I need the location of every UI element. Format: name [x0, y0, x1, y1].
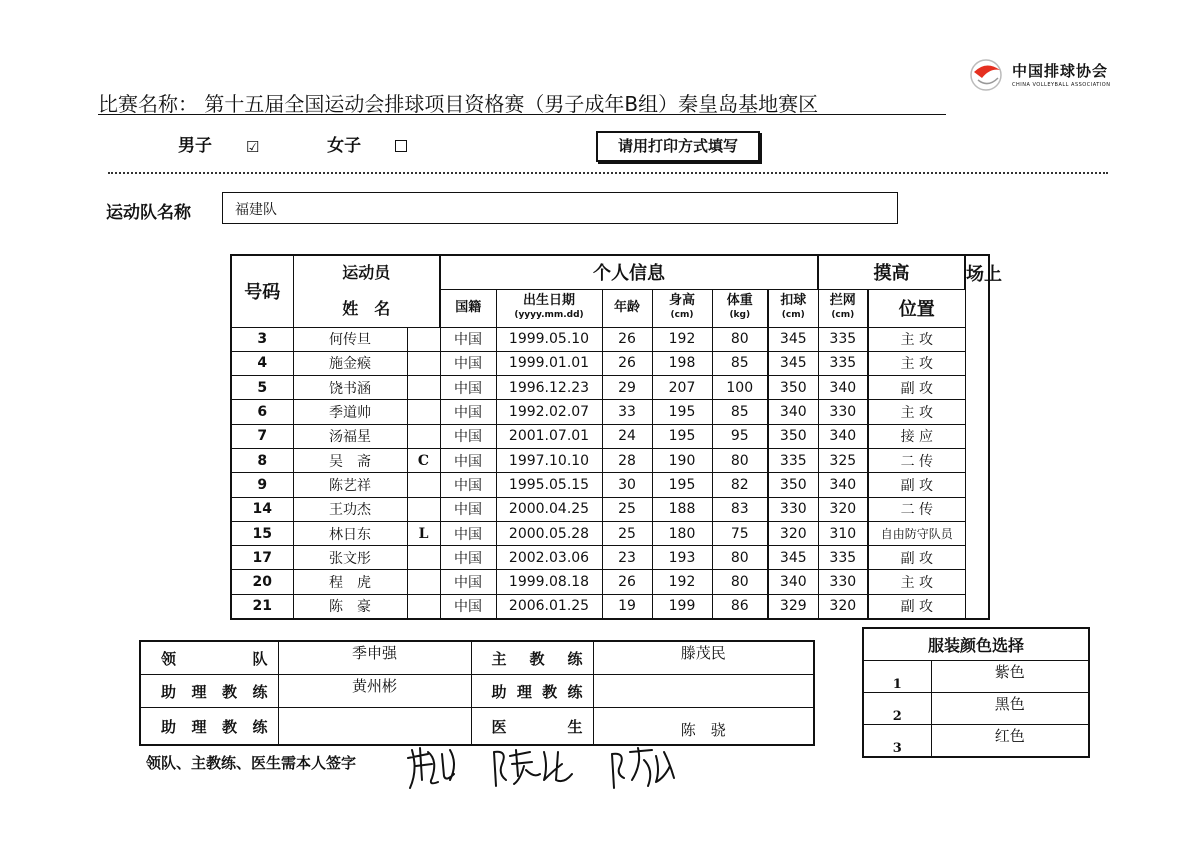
uniform-index: 3 [863, 725, 931, 758]
player-number[interactable]: 7 [231, 424, 293, 448]
player-age[interactable]: 29 [602, 376, 652, 400]
player-age[interactable]: 33 [602, 400, 652, 424]
player-name[interactable]: 吴 斋 [293, 448, 407, 472]
player-height[interactable]: 195 [652, 424, 712, 448]
logo-emblem-icon [968, 58, 1004, 92]
table-row [231, 546, 989, 570]
player-weight[interactable]: 83 [712, 497, 768, 521]
player-block-reach[interactable]: 320 [818, 497, 868, 521]
asst-coach-right-value[interactable] [593, 675, 814, 708]
leader-value[interactable]: 季申强 [278, 641, 471, 675]
player-position[interactable]: 副 攻 [868, 376, 965, 400]
header-dob: 出生日期 [523, 293, 576, 308]
uniform-title: 服装颜色选择 [863, 628, 1089, 661]
header-height-cell [652, 289, 712, 327]
player-position[interactable]: 主 攻 [868, 570, 965, 594]
asst1-value[interactable]: 黄州彬 [278, 675, 471, 708]
header-weight-unit: (kg) [729, 310, 751, 320]
player-weight[interactable]: 82 [712, 473, 768, 497]
player-number[interactable]: 20 [231, 570, 293, 594]
female-label: 女子 [327, 136, 362, 156]
header-number: 号码 [231, 255, 293, 327]
player-role-tag[interactable] [407, 570, 440, 594]
player-spike-reach[interactable]: 340 [768, 400, 818, 424]
table-row [231, 448, 989, 472]
signature-note: 领队、主教练、医生需本人签字 [146, 754, 357, 772]
player-position[interactable]: 二 传 [868, 497, 965, 521]
header-block-cell [818, 289, 868, 327]
player-number[interactable]: 14 [231, 497, 293, 521]
player-age[interactable]: 25 [602, 521, 652, 545]
player-age[interactable]: 23 [602, 546, 652, 570]
logo-english-name: CHINA VOLLEYBALL ASSOCIATION [1012, 82, 1111, 88]
player-position[interactable]: 主 攻 [868, 327, 965, 351]
player-dob[interactable]: 2000.04.25 [496, 497, 602, 521]
player-nationality[interactable]: 中国 [440, 497, 496, 521]
player-name[interactable]: 何传旦 [293, 327, 407, 351]
player-name[interactable]: 张文彤 [293, 546, 407, 570]
player-weight[interactable]: 80 [712, 546, 768, 570]
player-role-tag[interactable] [407, 351, 440, 375]
player-height[interactable]: 180 [652, 521, 712, 545]
player-nationality[interactable]: 中国 [440, 570, 496, 594]
female-checkbox[interactable] [395, 140, 407, 152]
header-athlete-line2: 姓 名 [293, 289, 440, 327]
asst2-label: 助 理 教 练 [161, 717, 268, 736]
male-checkbox[interactable]: ☑ [245, 138, 260, 156]
player-spike-reach[interactable]: 335 [768, 448, 818, 472]
player-weight[interactable]: 95 [712, 424, 768, 448]
player-age[interactable]: 25 [602, 497, 652, 521]
player-number[interactable]: 4 [231, 351, 293, 375]
player-dob[interactable]: 1999.01.01 [496, 351, 602, 375]
handwritten-signatures-icon [398, 730, 698, 800]
player-nationality[interactable]: 中国 [440, 448, 496, 472]
player-dob[interactable]: 2002.03.06 [496, 546, 602, 570]
player-spike-reach[interactable]: 350 [768, 376, 818, 400]
player-spike-reach[interactable]: 340 [768, 570, 818, 594]
header-position-line2: 位置 [868, 289, 965, 327]
player-weight[interactable]: 86 [712, 594, 768, 619]
player-dob[interactable]: 1999.08.18 [496, 570, 602, 594]
player-position[interactable]: 接 应 [868, 424, 965, 448]
player-position[interactable]: 二 传 [868, 448, 965, 472]
header-athlete-line1: 运动员 [293, 255, 440, 289]
player-weight[interactable]: 80 [712, 327, 768, 351]
player-role-tag[interactable] [407, 327, 440, 351]
uniform-index: 2 [863, 693, 931, 725]
header-weight-cell [712, 289, 768, 327]
player-position[interactable]: 主 攻 [868, 351, 965, 375]
table-row [231, 376, 989, 400]
player-role-tag[interactable] [407, 473, 440, 497]
player-name[interactable]: 程 虎 [293, 570, 407, 594]
player-spike-reach[interactable]: 350 [768, 473, 818, 497]
team-name-value: 福建队 [235, 202, 277, 218]
leader-label-cell [140, 641, 278, 675]
asst2-label-cell [140, 708, 278, 746]
player-spike-reach[interactable]: 320 [768, 521, 818, 545]
uniform-color[interactable]: 红色 [931, 725, 1089, 758]
player-number[interactable]: 3 [231, 327, 293, 351]
player-role-tag[interactable] [407, 400, 440, 424]
match-name: 第十五届全国运动会排球项目资格赛（男子成年B组）秦皇岛基地赛区 [204, 92, 819, 116]
player-nationality[interactable]: 中国 [440, 376, 496, 400]
player-block-reach[interactable]: 340 [818, 473, 868, 497]
header-reach: 摸高 [818, 255, 965, 289]
match-name-line [98, 88, 818, 117]
match-label: 比赛名称： [98, 92, 198, 116]
player-position[interactable]: 自由防守队员 [868, 521, 965, 545]
player-dob[interactable]: 1999.05.10 [496, 327, 602, 351]
male-label: 男子 [178, 136, 212, 156]
header-height-unit: (cm) [670, 310, 694, 320]
asst-coach-right-label: 助 理 教 练 [491, 682, 583, 701]
player-height[interactable]: 193 [652, 546, 712, 570]
player-weight[interactable]: 75 [712, 521, 768, 545]
player-block-reach[interactable]: 325 [818, 448, 868, 472]
player-number[interactable]: 8 [231, 448, 293, 472]
logo-chinese-name: 中国排球协会 [1012, 62, 1109, 80]
header-dob-cell [496, 289, 602, 327]
player-number[interactable]: 15 [231, 521, 293, 545]
player-name[interactable]: 施金瘊 [293, 351, 407, 375]
player-position[interactable]: 副 攻 [868, 594, 965, 619]
player-height[interactable]: 195 [652, 473, 712, 497]
table-row [231, 351, 989, 375]
player-height[interactable]: 192 [652, 570, 712, 594]
player-weight[interactable]: 85 [712, 351, 768, 375]
player-spike-reach[interactable]: 350 [768, 424, 818, 448]
header-spike-cell [768, 289, 818, 327]
player-number[interactable]: 17 [231, 546, 293, 570]
player-height[interactable]: 199 [652, 594, 712, 619]
head-coach-label-cell [471, 641, 593, 675]
player-role-tag[interactable] [407, 376, 440, 400]
player-number[interactable]: 9 [231, 473, 293, 497]
player-role-tag[interactable] [407, 546, 440, 570]
player-number[interactable]: 21 [231, 594, 293, 619]
player-role-tag[interactable] [407, 594, 440, 619]
player-height[interactable]: 198 [652, 351, 712, 375]
player-spike-reach[interactable]: 345 [768, 546, 818, 570]
player-name[interactable]: 汤福星 [293, 424, 407, 448]
player-block-reach[interactable]: 320 [818, 594, 868, 619]
player-block-reach[interactable]: 340 [818, 376, 868, 400]
player-nationality[interactable]: 中国 [440, 521, 496, 545]
uniform-color-table [862, 627, 1090, 758]
header-age: 年龄 [602, 289, 652, 327]
header-block-unit: (cm) [831, 310, 855, 320]
player-weight[interactable]: 100 [712, 376, 768, 400]
player-height[interactable]: 192 [652, 327, 712, 351]
player-weight[interactable]: 80 [712, 448, 768, 472]
player-dob[interactable]: 1997.10.10 [496, 448, 602, 472]
player-nationality[interactable]: 中国 [440, 400, 496, 424]
player-height[interactable]: 190 [652, 448, 712, 472]
roster-table [230, 254, 1003, 620]
table-row [231, 473, 989, 497]
asst1-label-cell [140, 675, 278, 708]
player-weight[interactable]: 85 [712, 400, 768, 424]
player-dob[interactable]: 1996.12.23 [496, 376, 602, 400]
player-spike-reach[interactable]: 330 [768, 497, 818, 521]
player-height[interactable]: 195 [652, 400, 712, 424]
player-age[interactable]: 26 [602, 351, 652, 375]
player-block-reach[interactable]: 335 [818, 546, 868, 570]
player-role-tag[interactable]: C [407, 448, 440, 472]
player-height[interactable]: 188 [652, 497, 712, 521]
player-nationality[interactable]: 中国 [440, 594, 496, 619]
player-block-reach[interactable]: 310 [818, 521, 868, 545]
head-coach-label: 主 教 练 [491, 649, 583, 668]
table-row [231, 570, 989, 594]
header-personal-info: 个人信息 [440, 255, 818, 289]
doctor-value[interactable]: 陈 骁 [593, 708, 814, 746]
player-name[interactable]: 陈艺祥 [293, 473, 407, 497]
print-note: 请用打印方式填写 [596, 131, 760, 162]
asst1-label: 助 理 教 练 [161, 682, 268, 701]
leader-label: 领 队 [161, 649, 268, 668]
header-nationality: 国籍 [440, 289, 496, 327]
team-name-field[interactable] [222, 192, 898, 224]
player-age[interactable]: 26 [602, 570, 652, 594]
player-name[interactable]: 林日东 [293, 521, 407, 545]
player-block-reach[interactable]: 335 [818, 327, 868, 351]
player-name[interactable]: 季道帅 [293, 400, 407, 424]
header-block: 拦网 [829, 293, 856, 308]
player-position[interactable]: 主 攻 [868, 400, 965, 424]
header-spike-unit: (cm) [781, 310, 805, 320]
player-weight[interactable]: 80 [712, 570, 768, 594]
doctor-label: 医 生 [491, 717, 583, 736]
header-spike: 扣球 [780, 293, 807, 308]
gender-selection [178, 131, 407, 156]
table-row [231, 497, 989, 521]
player-spike-reach[interactable]: 345 [768, 351, 818, 375]
roster-body [231, 327, 989, 619]
player-number[interactable]: 5 [231, 376, 293, 400]
player-name[interactable]: 饶书涵 [293, 376, 407, 400]
player-block-reach[interactable]: 330 [818, 570, 868, 594]
player-nationality[interactable]: 中国 [440, 327, 496, 351]
association-logo [968, 56, 1118, 96]
player-spike-reach[interactable]: 329 [768, 594, 818, 619]
player-position[interactable]: 副 攻 [868, 473, 965, 497]
player-block-reach[interactable]: 335 [818, 351, 868, 375]
head-coach-value[interactable]: 滕茂民 [593, 641, 814, 675]
player-age[interactable]: 19 [602, 594, 652, 619]
player-nationality[interactable]: 中国 [440, 473, 496, 497]
table-row [231, 594, 989, 619]
table-row [231, 400, 989, 424]
player-nationality[interactable]: 中国 [440, 546, 496, 570]
uniform-color[interactable]: 黑色 [931, 693, 1089, 725]
player-age[interactable]: 28 [602, 448, 652, 472]
player-block-reach[interactable]: 330 [818, 400, 868, 424]
match-underline [98, 114, 946, 115]
player-age[interactable]: 24 [602, 424, 652, 448]
player-position[interactable]: 副 攻 [868, 546, 965, 570]
table-row [231, 521, 989, 545]
player-dob[interactable]: 1995.05.15 [496, 473, 602, 497]
player-role-tag[interactable] [407, 424, 440, 448]
player-spike-reach[interactable]: 345 [768, 327, 818, 351]
player-dob[interactable]: 2006.01.25 [496, 594, 602, 619]
uniform-index: 1 [863, 661, 931, 693]
dotted-divider [108, 172, 1108, 174]
asst-coach-right-label-cell [471, 675, 593, 708]
header-height: 身高 [669, 293, 696, 308]
player-dob[interactable]: 2001.07.01 [496, 424, 602, 448]
player-height[interactable]: 207 [652, 376, 712, 400]
player-age[interactable]: 30 [602, 473, 652, 497]
player-nationality[interactable]: 中国 [440, 424, 496, 448]
player-name[interactable]: 王功杰 [293, 497, 407, 521]
player-block-reach[interactable]: 340 [818, 424, 868, 448]
table-row [231, 327, 989, 351]
player-dob[interactable]: 1992.02.07 [496, 400, 602, 424]
player-nationality[interactable]: 中国 [440, 351, 496, 375]
player-age[interactable]: 26 [602, 327, 652, 351]
header-dob-format: (yyyy.mm.dd) [514, 310, 584, 320]
uniform-color[interactable]: 紫色 [931, 661, 1089, 693]
player-role-tag[interactable]: L [407, 521, 440, 545]
player-dob[interactable]: 2000.05.28 [496, 521, 602, 545]
player-role-tag[interactable] [407, 497, 440, 521]
header-position-line1: 场上 [965, 255, 989, 289]
player-number[interactable]: 6 [231, 400, 293, 424]
table-row [231, 424, 989, 448]
team-label: 运动队名称 [106, 203, 191, 223]
player-name[interactable]: 陈 豪 [293, 594, 407, 619]
header-weight: 体重 [726, 293, 753, 308]
